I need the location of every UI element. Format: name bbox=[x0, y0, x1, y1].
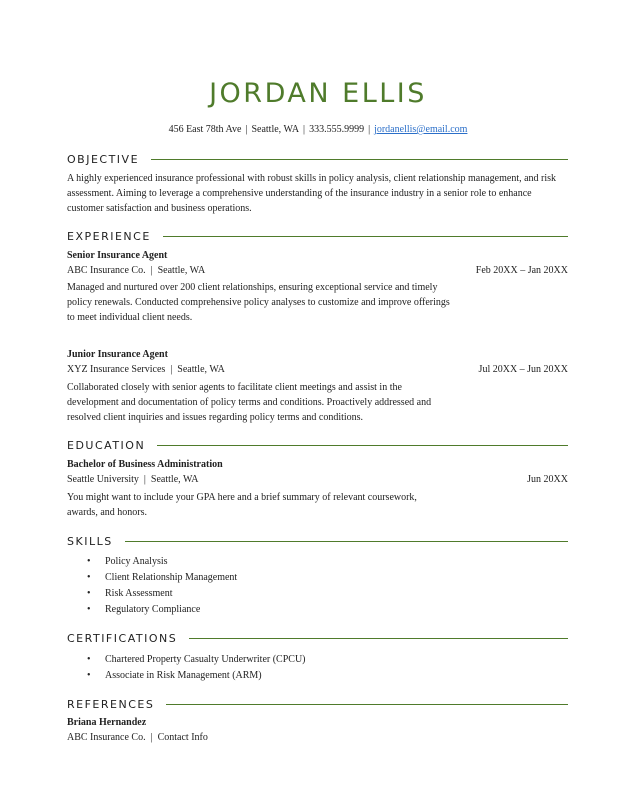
reference-name: Briana Hernandez bbox=[67, 717, 147, 728]
job-entry bbox=[67, 347, 568, 377]
experience-heading bbox=[67, 229, 568, 243]
school: Seattle University | Seattle, WA bbox=[67, 474, 199, 485]
skills-heading bbox=[67, 534, 568, 548]
job-meta bbox=[67, 263, 568, 278]
objective-text: A highly experienced insurance professional with robust skills in policy analysis, client relationship management, and risk assessment. Aiming to leverage a comprehensive understanding of the insurance industry in a senior role to enhance customer satisfaction and business operations. bbox=[67, 173, 557, 214]
section-rule bbox=[151, 159, 568, 160]
job-entry bbox=[67, 248, 568, 278]
certification-item: Chartered Property Casualty Underwriter (CPCU) bbox=[105, 654, 306, 665]
bullet-icon: • bbox=[87, 604, 91, 615]
education-meta bbox=[67, 472, 568, 487]
certifications-heading bbox=[67, 631, 568, 645]
skill-item: Policy Analysis bbox=[105, 556, 168, 567]
separator: | bbox=[303, 124, 306, 135]
job-dates: Feb 20XX – Jan 20XX bbox=[475, 265, 568, 276]
skill-item: Risk Assessment bbox=[105, 588, 173, 599]
references-heading bbox=[67, 697, 568, 711]
reference-entry bbox=[67, 715, 568, 745]
job-meta bbox=[67, 362, 568, 377]
section-title: EXPERIENCE bbox=[67, 229, 151, 243]
graduation-date: Jun 20XX bbox=[527, 474, 568, 485]
bullet-icon: • bbox=[87, 588, 91, 599]
bullet-icon: • bbox=[87, 556, 91, 567]
job-dates: Jul 20XX – Jun 20XX bbox=[478, 364, 568, 375]
degree: Bachelor of Business Administration bbox=[67, 459, 223, 470]
section-title: EDUCATION bbox=[67, 438, 146, 452]
address: 456 East 78th Ave bbox=[168, 124, 242, 135]
bullet-icon: • bbox=[87, 670, 91, 681]
certification-item: Associate in Risk Management (ARM) bbox=[105, 670, 262, 681]
education-note: You might want to include your GPA here and a brief summary of relevant coursework, awards, and honors. bbox=[67, 492, 417, 518]
objective-heading bbox=[67, 152, 568, 166]
section-title: CERTIFICATIONS bbox=[67, 631, 178, 645]
job-description: Collaborated closely with senior agents to facilitate client meetings and assist in the development and documentation of policy terms and conditions. Proactively addressed and resolved client inquiries and issues regarding policy terms and conditions. bbox=[67, 382, 432, 423]
education-entry bbox=[67, 457, 568, 487]
job-title: Junior Insurance Agent bbox=[67, 349, 168, 360]
job-company: XYZ Insurance Services | Seattle, WA bbox=[67, 364, 225, 375]
section-rule bbox=[163, 236, 568, 237]
reference-detail: ABC Insurance Co. | Contact Info bbox=[67, 732, 208, 743]
skill-item: Regulatory Compliance bbox=[105, 604, 201, 615]
job-description: Managed and nurtured over 200 client relationships, ensuring exceptional service and timely policy renewals. Conducted comprehensive policy analyses to customize and improve offerings to meet individual client needs. bbox=[67, 282, 450, 323]
section-rule bbox=[189, 638, 568, 639]
separator: | bbox=[245, 124, 248, 135]
email-link[interactable]: jordanellis@email.com bbox=[374, 124, 468, 135]
section-title: REFERENCES bbox=[67, 697, 155, 711]
section-rule bbox=[166, 704, 568, 705]
skill-item: Client Relationship Management bbox=[105, 572, 238, 583]
job-company: ABC Insurance Co. | Seattle, WA bbox=[67, 265, 206, 276]
phone: 333.555.9999 bbox=[309, 124, 365, 135]
candidate-name: JORDAN ELLIS bbox=[209, 78, 427, 109]
contact-line bbox=[0, 124, 636, 135]
section-title: SKILLS bbox=[67, 534, 113, 548]
bullet-icon: • bbox=[87, 572, 91, 583]
education-heading bbox=[67, 438, 568, 452]
job-title: Senior Insurance Agent bbox=[67, 250, 168, 261]
bullet-icon: • bbox=[87, 654, 91, 665]
section-rule bbox=[157, 445, 568, 446]
section-rule bbox=[125, 541, 568, 542]
city: Seattle, WA bbox=[251, 124, 300, 135]
section-title: OBJECTIVE bbox=[67, 152, 140, 166]
separator: | bbox=[368, 124, 371, 135]
